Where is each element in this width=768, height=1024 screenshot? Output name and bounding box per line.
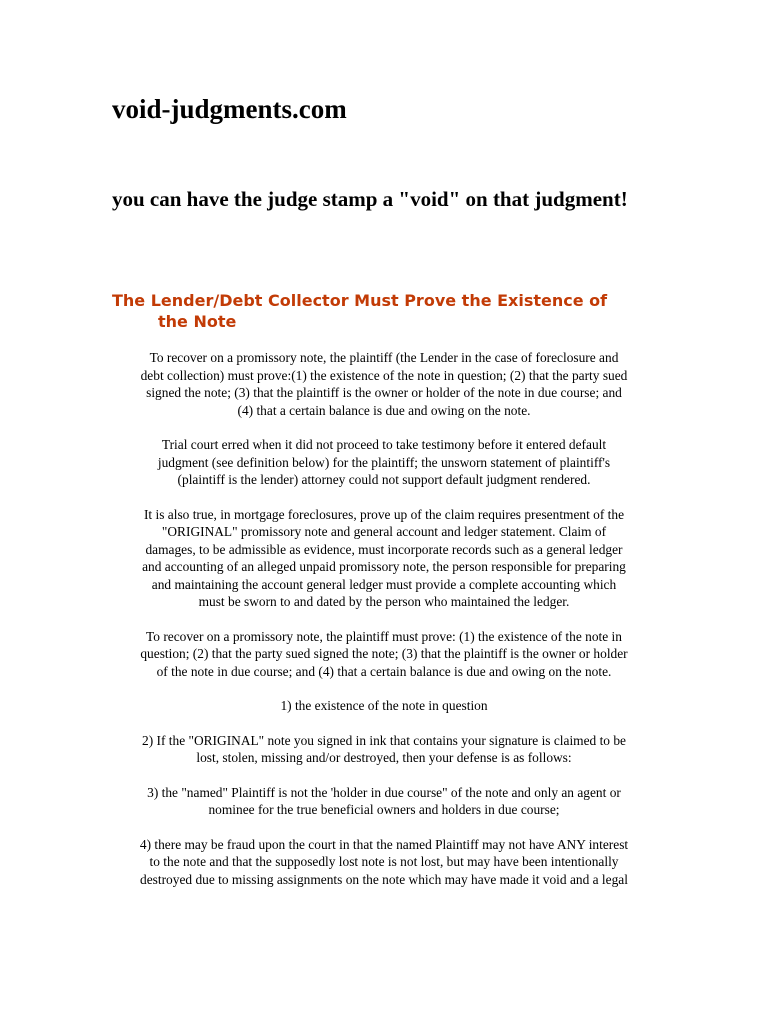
site-title: void-judgments.com bbox=[112, 94, 347, 124]
list-item-named-plaintiff: 3) the "named" Plaintiff is not the 'holder in due course" of the note and only an agent or nominee for the true beneficial owners and holders in due course; bbox=[147, 784, 621, 817]
paragraph-recover-promissory-note: To recover on a promissory note, the plaintiff must prove: (1) the existence of the note in question; (2) that the party sued signed the note; (3) that the plaintiff is the owner or holder of the note in due course; and (4) that a certain balance is due and owing on the note. bbox=[140, 628, 628, 679]
list-item-original-note-lost: 2) If the "ORIGINAL" note you signed in ink that contains your signature is claimed to be lost, stolen, missing and/or destroyed, then your defense is as follows: bbox=[142, 732, 626, 765]
list-item-existence-of-note: 1) the existence of the note in question bbox=[280, 698, 488, 713]
list-item-fraud-upon-court: 4) there may be fraud upon the court in that the named Plaintiff may not have ANY interest to the note and that the supposedly lost note is not lost, but may have been intentionally destroyed due to missing assignments on the note which may have made it void and a legal bbox=[139, 836, 629, 887]
body-text bbox=[112, 349, 656, 905]
section-heading: The Lender/Debt Collector Must Prove the Existence of the Note bbox=[112, 291, 608, 331]
paragraph-prove-note: To recover on a promissory note, the plaintiff (the Lender in the case of foreclosure and debt collection) must prove:(1) the existence of the note in question; (2) that the party sued signed the note; (3) that the plaintiff is the owner or holder of the note in due course; and (4) that a certain balance is due and owing on the note. bbox=[140, 350, 628, 418]
paragraph-trial-court: Trial court erred when it did not proceed to take testimony before it entered default judgment (see definition below) for the plaintiff; the unsworn statement of plaintiff's (plaintiff is the lender) attorney could not support default judgment rendered. bbox=[157, 437, 611, 487]
tagline: you can have the judge stamp a "void" on that judgment! bbox=[112, 187, 628, 211]
paragraph-mortgage-foreclosures: It is also true, in mortgage foreclosures, prove up of the claim requires presentment of the "ORIGINAL" promissory note and general account and ledger statement. Claim of damages, to be admissible as evidence, must incorporate records such as a general ledger and accounting of an alleged unpaid promissory note, the person responsible for preparing and maintaining the account general ledger must provide a complete accounting which must be sworn to and dated by the person who maintained the ledger. bbox=[142, 506, 626, 609]
